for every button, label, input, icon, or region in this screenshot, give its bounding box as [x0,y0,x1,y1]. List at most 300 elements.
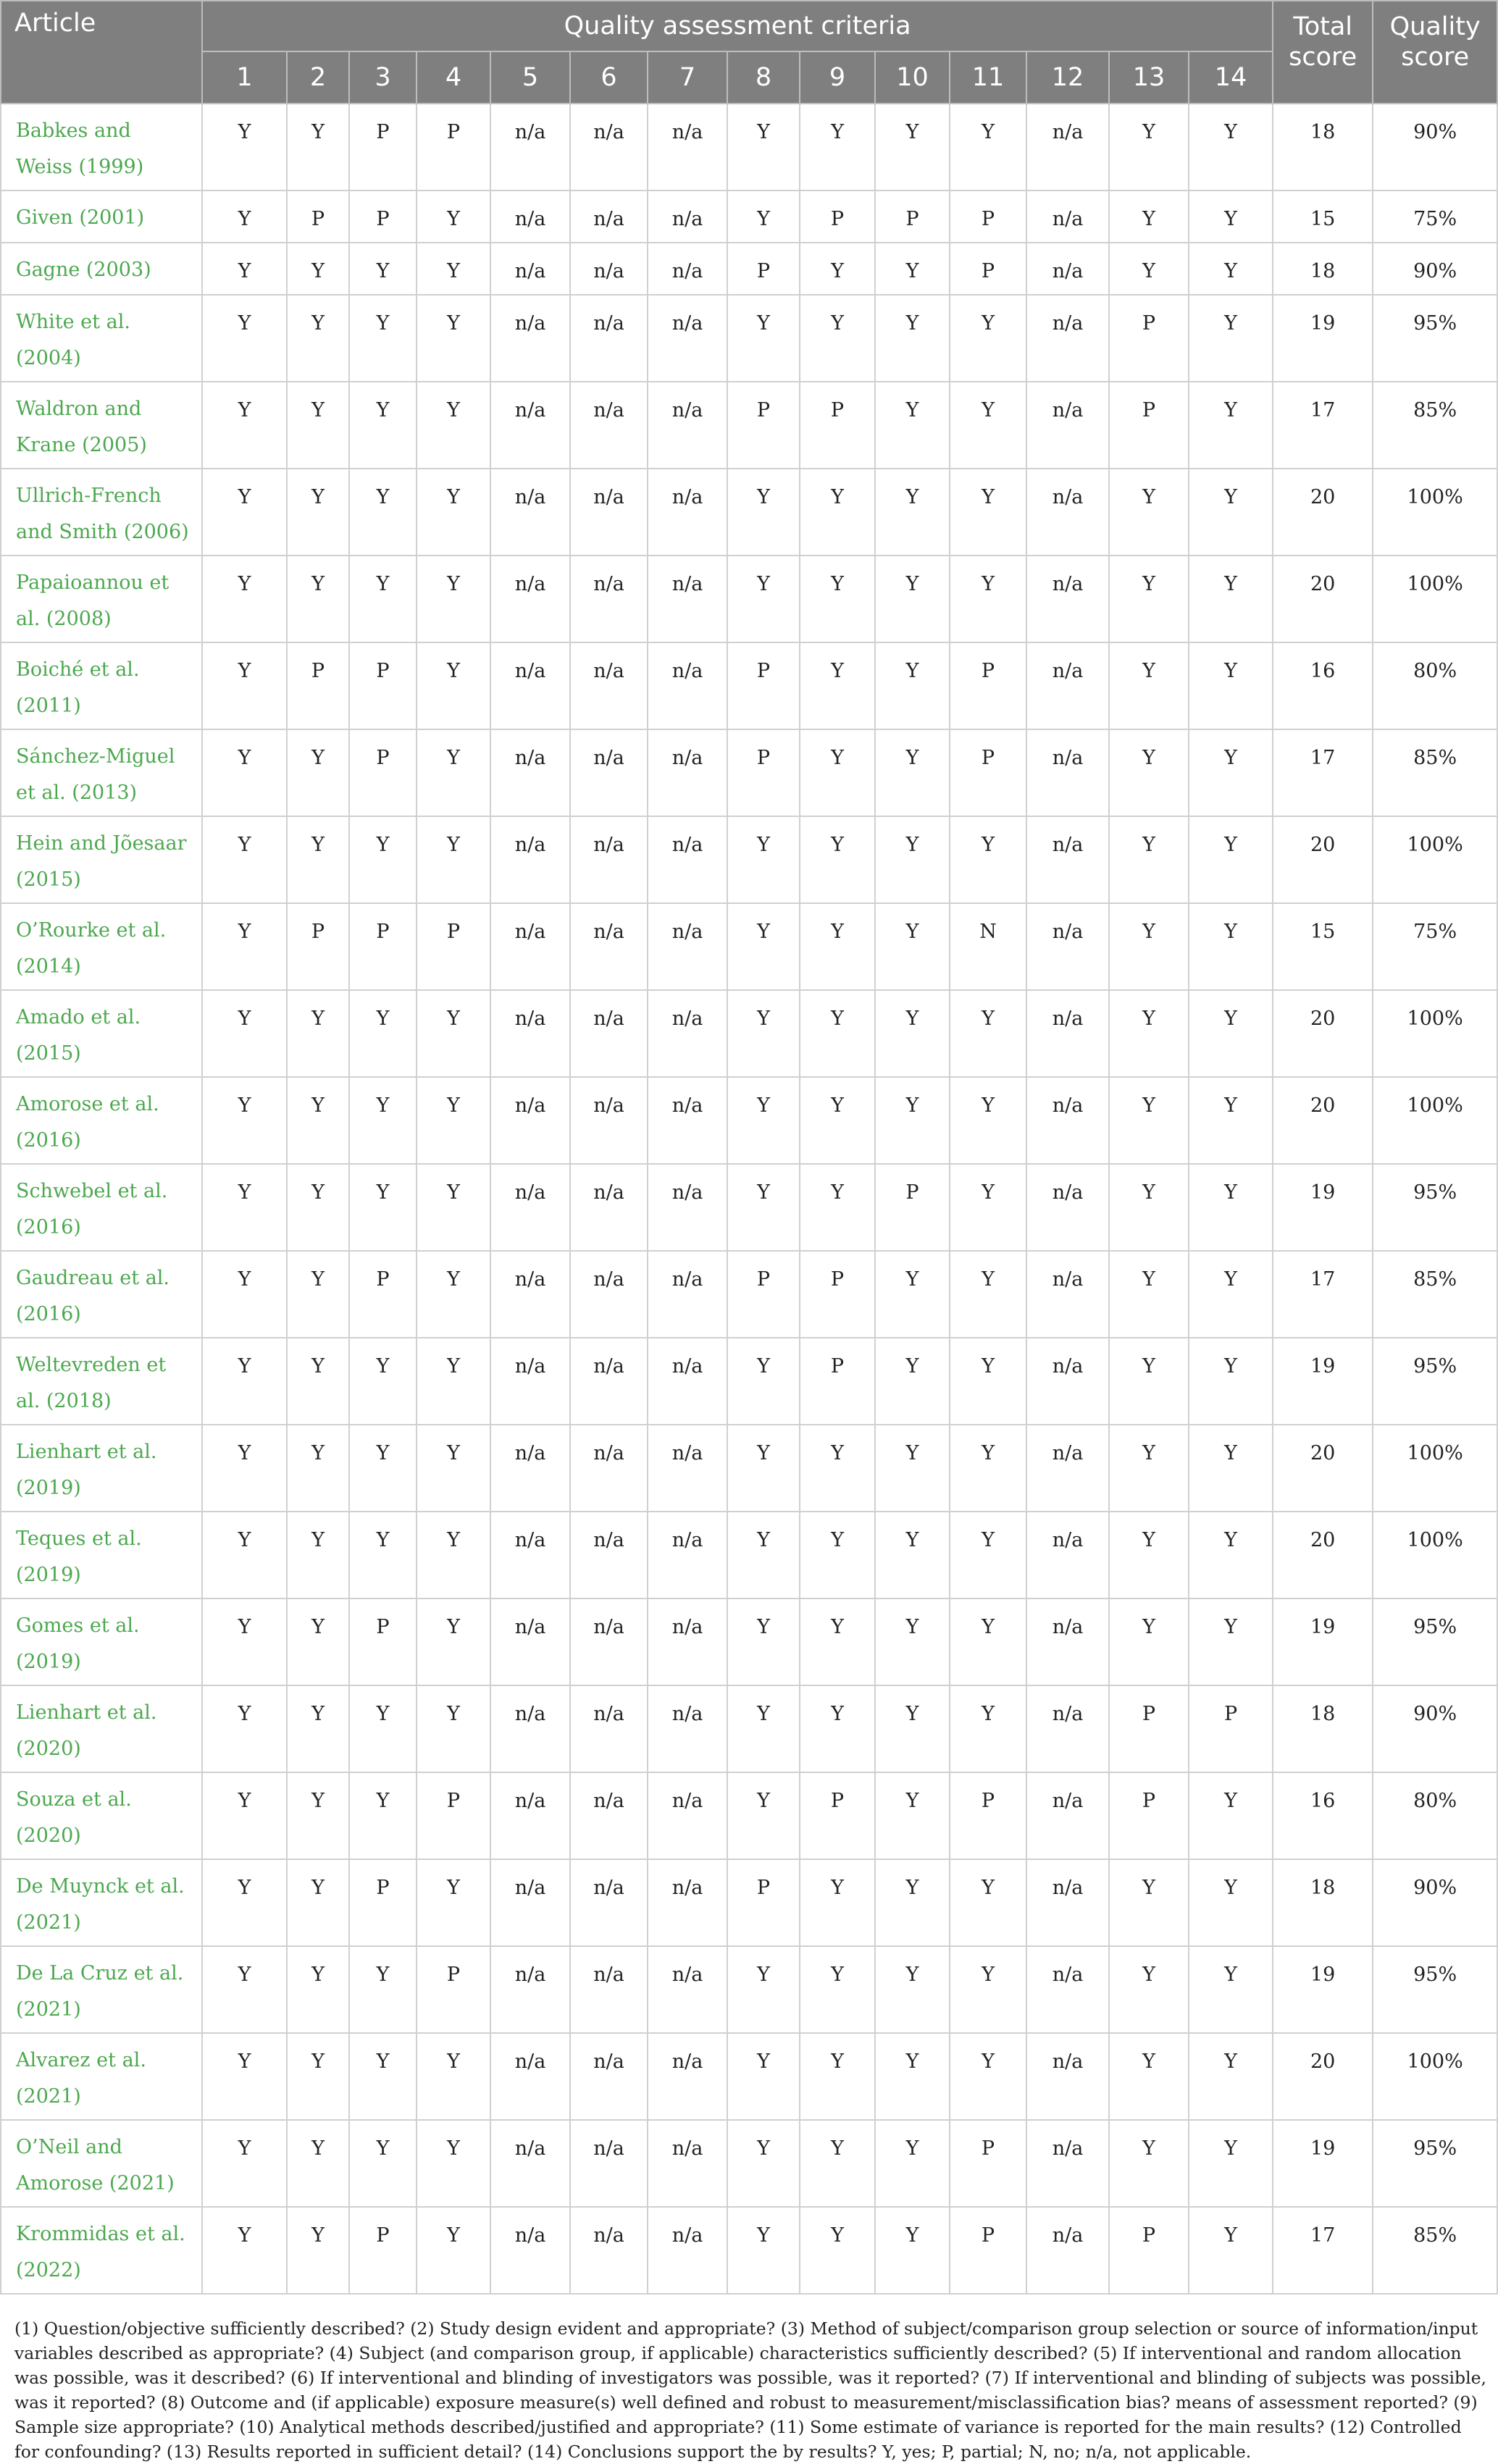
criterion-12-cell: n/a [1026,1512,1109,1598]
quality-score-cell: 85% [1373,1251,1497,1338]
criterion-10-cell: Y [875,1425,950,1512]
criterion-11-cell: Y [950,1512,1026,1598]
criterion-2-cell: Y [287,1164,349,1251]
table-row [1,2033,1497,2120]
criterion-9-cell: Y [800,903,875,990]
criterion-6-cell: n/a [570,243,648,295]
criterion-11-cell: N [950,903,1026,990]
criterion-11-cell: Y [950,469,1026,556]
criterion-3-cell: Y [349,2120,417,2207]
article-citation-link[interactable]: White et al. (2004) [1,295,202,382]
criterion-7-cell: n/a [648,642,727,729]
criterion-6-cell: n/a [570,1598,648,1685]
criterion-14-cell: Y [1189,295,1273,382]
criterion-13-cell: Y [1109,1251,1189,1338]
total-score-cell: 16 [1273,642,1373,729]
criterion-2-cell: Y [287,990,349,1077]
header-article: Article [1,1,202,104]
article-citation-link[interactable]: Weltevreden et al. (2018) [1,1338,202,1425]
criterion-10-cell: Y [875,2207,950,2294]
total-score-cell: 20 [1273,1425,1373,1512]
criterion-2-cell: Y [287,1946,349,2033]
criterion-8-cell: P [727,1859,800,1946]
criterion-7-cell: n/a [648,816,727,903]
criterion-12-cell: n/a [1026,816,1109,903]
quality-score-cell: 100% [1373,1425,1497,1512]
total-score-cell: 20 [1273,816,1373,903]
criterion-13-cell: P [1109,382,1189,469]
article-citation-link[interactable]: Teques et al. (2019) [1,1512,202,1598]
criterion-3-cell: Y [349,816,417,903]
criterion-4-cell: Y [417,729,490,816]
criterion-7-cell: n/a [648,2207,727,2294]
article-citation-link[interactable]: Given (2001) [1,190,202,243]
criterion-6-cell: n/a [570,642,648,729]
criterion-7-cell: n/a [648,1251,727,1338]
article-citation-link[interactable]: Alvarez et al. (2021) [1,2033,202,2120]
criterion-8-cell: Y [727,1685,800,1772]
table-row [1,243,1497,295]
article-citation-link[interactable]: Gagne (2003) [1,243,202,295]
quality-score-cell: 100% [1373,469,1497,556]
criterion-11-cell: Y [950,104,1026,190]
table-row [1,190,1497,243]
header-criterion-1: 1 [202,51,287,104]
quality-score-cell: 85% [1373,729,1497,816]
criterion-3-cell: Y [349,243,417,295]
criterion-3-cell: P [349,1251,417,1338]
criterion-2-cell: Y [287,1772,349,1859]
criterion-11-cell: Y [950,1425,1026,1512]
criterion-12-cell: n/a [1026,1425,1109,1512]
total-score-cell: 19 [1273,2120,1373,2207]
criterion-12-cell: n/a [1026,1164,1109,1251]
table-row [1,642,1497,729]
criterion-1-cell: Y [202,2120,287,2207]
criterion-10-cell: Y [875,295,950,382]
criterion-2-cell: Y [287,1251,349,1338]
criterion-1-cell: Y [202,1598,287,1685]
article-citation-link[interactable]: O’Neil and Amorose (2021) [1,2120,202,2207]
article-citation-link[interactable]: Lienhart et al. (2020) [1,1685,202,1772]
criterion-7-cell: n/a [648,1077,727,1164]
total-score-cell: 18 [1273,243,1373,295]
table-row [1,1164,1497,1251]
criterion-12-cell: n/a [1026,1772,1109,1859]
total-score-cell: 19 [1273,1946,1373,2033]
criterion-9-cell: Y [800,2120,875,2207]
quality-score-cell: 100% [1373,556,1497,642]
criterion-9-cell: Y [800,1598,875,1685]
criterion-3-cell: P [349,1859,417,1946]
header-criterion-9: 9 [800,51,875,104]
criterion-5-cell: n/a [490,469,570,556]
criterion-12-cell: n/a [1026,243,1109,295]
criterion-8-cell: Y [727,104,800,190]
table-row [1,1338,1497,1425]
criterion-9-cell: Y [800,469,875,556]
criterion-5-cell: n/a [490,190,570,243]
criterion-9-cell: Y [800,1425,875,1512]
criterion-4-cell: Y [417,642,490,729]
table-row [1,903,1497,990]
criterion-11-cell: P [950,190,1026,243]
criterion-4-cell: Y [417,243,490,295]
article-citation-link[interactable]: Souza et al. (2020) [1,1772,202,1859]
criterion-13-cell: Y [1109,1946,1189,2033]
criterion-5-cell: n/a [490,104,570,190]
criterion-4-cell: Y [417,1425,490,1512]
criterion-3-cell: Y [349,1772,417,1859]
header-criterion-2: 2 [287,51,349,104]
criterion-1-cell: Y [202,1859,287,1946]
criterion-7-cell: n/a [648,1685,727,1772]
quality-score-cell: 75% [1373,903,1497,990]
criterion-11-cell: Y [950,1251,1026,1338]
criterion-7-cell: n/a [648,469,727,556]
total-score-cell: 17 [1273,729,1373,816]
criterion-6-cell: n/a [570,556,648,642]
header-criterion-14: 14 [1189,51,1273,104]
criterion-9-cell: Y [800,1164,875,1251]
criterion-14-cell: Y [1189,243,1273,295]
criterion-9-cell: Y [800,1512,875,1598]
criterion-1-cell: Y [202,2033,287,2120]
criterion-13-cell: Y [1109,556,1189,642]
header-criterion-10: 10 [875,51,950,104]
criterion-7-cell: n/a [648,2033,727,2120]
criterion-1-cell: Y [202,469,287,556]
criterion-1-cell: Y [202,1338,287,1425]
criterion-2-cell: Y [287,295,349,382]
criterion-13-cell: Y [1109,469,1189,556]
criterion-8-cell: P [727,382,800,469]
criterion-3-cell: Y [349,1077,417,1164]
criterion-2-cell: Y [287,2033,349,2120]
article-citation-link[interactable]: Papaioannou et al. (2008) [1,556,202,642]
header-criteria-group: Quality assessment criteria [202,1,1273,51]
criterion-2-cell: Y [287,243,349,295]
criterion-1-cell: Y [202,243,287,295]
criterion-10-cell: Y [875,556,950,642]
article-citation-link[interactable]: Sánchez-Miguel et al. (2013) [1,729,202,816]
criterion-1-cell: Y [202,104,287,190]
criterion-1-cell: Y [202,2207,287,2294]
criterion-13-cell: P [1109,2207,1189,2294]
criterion-3-cell: Y [349,1425,417,1512]
criterion-6-cell: n/a [570,1425,648,1512]
criterion-5-cell: n/a [490,990,570,1077]
criterion-7-cell: n/a [648,990,727,1077]
criterion-5-cell: n/a [490,1077,570,1164]
criterion-14-cell: Y [1189,1077,1273,1164]
criterion-14-cell: Y [1189,190,1273,243]
criterion-5-cell: n/a [490,382,570,469]
criterion-13-cell: Y [1109,903,1189,990]
criterion-5-cell: n/a [490,2033,570,2120]
criterion-7-cell: n/a [648,2120,727,2207]
criterion-10-cell: Y [875,1685,950,1772]
criterion-10-cell: Y [875,642,950,729]
criterion-2-cell: Y [287,1598,349,1685]
criterion-14-cell: Y [1189,903,1273,990]
quality-score-cell: 85% [1373,382,1497,469]
criterion-4-cell: Y [417,190,490,243]
criterion-5-cell: n/a [490,295,570,382]
criterion-8-cell: P [727,1251,800,1338]
header-criterion-12: 12 [1026,51,1109,104]
criterion-9-cell: Y [800,243,875,295]
criterion-3-cell: P [349,903,417,990]
criterion-10-cell: P [875,190,950,243]
criterion-13-cell: Y [1109,1338,1189,1425]
criterion-7-cell: n/a [648,1512,727,1598]
criterion-2-cell: Y [287,1425,349,1512]
table-row [1,469,1497,556]
criterion-3-cell: Y [349,295,417,382]
criterion-14-cell: Y [1189,1338,1273,1425]
criterion-12-cell: n/a [1026,382,1109,469]
article-citation-link[interactable]: De La Cruz et al. (2021) [1,1946,202,2033]
criterion-4-cell: Y [417,556,490,642]
article-citation-link[interactable]: Krommidas et al. (2022) [1,2207,202,2294]
criterion-5-cell: n/a [490,1251,570,1338]
criterion-11-cell: Y [950,816,1026,903]
criterion-6-cell: n/a [570,1077,648,1164]
criterion-5-cell: n/a [490,243,570,295]
criterion-2-cell: Y [287,816,349,903]
quality-score-cell: 85% [1373,2207,1497,2294]
criterion-9-cell: Y [800,2033,875,2120]
header-criterion-3: 3 [349,51,417,104]
total-score-cell: 18 [1273,104,1373,190]
criterion-1-cell: Y [202,816,287,903]
criterion-7-cell: n/a [648,1772,727,1859]
criterion-12-cell: n/a [1026,1946,1109,2033]
criterion-14-cell: Y [1189,2207,1273,2294]
criterion-2-cell: Y [287,469,349,556]
criterion-9-cell: Y [800,2207,875,2294]
criterion-6-cell: n/a [570,1251,648,1338]
article-citation-link[interactable]: Schwebel et al. (2016) [1,1164,202,1251]
criterion-1-cell: Y [202,556,287,642]
criterion-6-cell: n/a [570,382,648,469]
criterion-10-cell: Y [875,469,950,556]
criterion-12-cell: n/a [1026,104,1109,190]
criterion-3-cell: P [349,729,417,816]
criterion-4-cell: P [417,1772,490,1859]
criterion-9-cell: P [800,1772,875,1859]
header-criterion-7: 7 [648,51,727,104]
criterion-11-cell: P [950,243,1026,295]
criterion-8-cell: Y [727,1512,800,1598]
criterion-14-cell: Y [1189,382,1273,469]
criterion-9-cell: Y [800,1685,875,1772]
total-score-cell: 18 [1273,1685,1373,1772]
criterion-10-cell: Y [875,729,950,816]
criterion-14-cell: Y [1189,2120,1273,2207]
criterion-8-cell: Y [727,2120,800,2207]
criterion-12-cell: n/a [1026,556,1109,642]
criterion-13-cell: Y [1109,2033,1189,2120]
header-quality-score: Quality score [1373,1,1497,104]
criterion-11-cell: P [950,2120,1026,2207]
article-citation-link[interactable]: Boiché et al. (2011) [1,642,202,729]
criterion-7-cell: n/a [648,729,727,816]
criterion-1-cell: Y [202,1946,287,2033]
criterion-12-cell: n/a [1026,2207,1109,2294]
table-row [1,1772,1497,1859]
total-score-cell: 17 [1273,382,1373,469]
criterion-1-cell: Y [202,1512,287,1598]
criterion-14-cell: Y [1189,1598,1273,1685]
criterion-12-cell: n/a [1026,903,1109,990]
table-row [1,1946,1497,2033]
criterion-8-cell: Y [727,2033,800,2120]
criterion-6-cell: n/a [570,1512,648,1598]
criterion-11-cell: Y [950,1946,1026,2033]
criterion-11-cell: Y [950,990,1026,1077]
article-citation-link[interactable]: De Muynck et al. (2021) [1,1859,202,1946]
article-citation-link[interactable]: Babkes and Weiss (1999) [1,104,202,190]
criterion-13-cell: Y [1109,1859,1189,1946]
criterion-6-cell: n/a [570,903,648,990]
criterion-4-cell: Y [417,2033,490,2120]
criterion-7-cell: n/a [648,1859,727,1946]
total-score-cell: 19 [1273,1598,1373,1685]
header-criterion-6: 6 [570,51,648,104]
criterion-2-cell: Y [287,382,349,469]
criterion-12-cell: n/a [1026,469,1109,556]
criterion-13-cell: Y [1109,190,1189,243]
criterion-10-cell: Y [875,1077,950,1164]
criterion-13-cell: Y [1109,243,1189,295]
criterion-2-cell: P [287,190,349,243]
article-citation-link[interactable]: Amado et al. (2015) [1,990,202,1077]
table-row [1,1077,1497,1164]
criterion-3-cell: P [349,642,417,729]
total-score-cell: 15 [1273,190,1373,243]
criterion-4-cell: P [417,903,490,990]
criterion-10-cell: Y [875,990,950,1077]
criterion-9-cell: Y [800,1859,875,1946]
table-footnote: (1) Question/objective sufficiently described? (2) Study design evident and appropriate? (3) Method of subject/comparison group selection or source of information/input variables described as appropriate? (4) Subject (and comparison group, if applicable) characteristics sufficiently described? (5) If interventional and random allocation was possible, was it described? (6) If interventional and blinding of investigators was possible, was it reported? (7) If interventional and blinding of subjects was possible, was it reported? (8) Outcome and (if applicable) exposure measure(s) well defined and robust to measurement/misclassification bias? means of assessment reported? (9) Sample size appropriate? (10) Analytical methods described/justified and appropriate? (11) Some estimate of variance is reported for the main results? (12) Controlled for confounding? (13) Results reported in sufficient detail? (14) Conclusions support the by results? Y, yes; P, partial; N, no; n/a, not applicable. [14,2318,1486,2462]
criterion-3-cell: Y [349,1946,417,2033]
article-citation-link[interactable]: Hein and Jõesaar (2015) [1,816,202,903]
total-score-cell: 20 [1273,990,1373,1077]
article-citation-link[interactable]: Gomes et al. (2019) [1,1598,202,1685]
criterion-1-cell: Y [202,990,287,1077]
criterion-5-cell: n/a [490,2120,570,2207]
criterion-5-cell: n/a [490,729,570,816]
criterion-8-cell: Y [727,2207,800,2294]
criterion-3-cell: Y [349,556,417,642]
criterion-9-cell: Y [800,816,875,903]
criterion-13-cell: Y [1109,642,1189,729]
criterion-2-cell: Y [287,729,349,816]
criterion-14-cell: Y [1189,990,1273,1077]
criterion-12-cell: n/a [1026,642,1109,729]
quality-score-cell: 90% [1373,104,1497,190]
quality-score-cell: 100% [1373,816,1497,903]
criterion-14-cell: Y [1189,1859,1273,1946]
criterion-14-cell: Y [1189,556,1273,642]
article-citation-link[interactable]: Gaudreau et al. (2016) [1,1251,202,1338]
criterion-1-cell: Y [202,1251,287,1338]
criterion-3-cell: Y [349,990,417,1077]
criterion-4-cell: Y [417,382,490,469]
table-header [1,1,1497,104]
header-criterion-11: 11 [950,51,1026,104]
criterion-13-cell: Y [1109,1512,1189,1598]
criterion-8-cell: Y [727,903,800,990]
criterion-3-cell: Y [349,469,417,556]
quality-score-cell: 95% [1373,1598,1497,1685]
criterion-12-cell: n/a [1026,1077,1109,1164]
criterion-2-cell: Y [287,2120,349,2207]
article-citation-link[interactable]: Ullrich-French and Smith (2006) [1,469,202,556]
criterion-12-cell: n/a [1026,1598,1109,1685]
criterion-6-cell: n/a [570,295,648,382]
criterion-8-cell: Y [727,295,800,382]
criterion-10-cell: Y [875,382,950,469]
criterion-12-cell: n/a [1026,1859,1109,1946]
criterion-8-cell: Y [727,190,800,243]
table-row [1,382,1497,469]
quality-score-cell: 95% [1373,1946,1497,2033]
criterion-11-cell: P [950,1772,1026,1859]
criterion-11-cell: Y [950,382,1026,469]
criterion-4-cell: Y [417,469,490,556]
criterion-8-cell: Y [727,1164,800,1251]
criterion-13-cell: Y [1109,816,1189,903]
criterion-4-cell: Y [417,1164,490,1251]
criterion-8-cell: Y [727,1077,800,1164]
criterion-2-cell: Y [287,1512,349,1598]
table-row [1,816,1497,903]
criterion-8-cell: Y [727,1425,800,1512]
article-citation-link[interactable]: Waldron and Krane (2005) [1,382,202,469]
criterion-14-cell: Y [1189,816,1273,903]
criterion-9-cell: Y [800,642,875,729]
article-citation-link[interactable]: O’Rourke et al. (2014) [1,903,202,990]
criterion-10-cell: Y [875,1512,950,1598]
criterion-11-cell: Y [950,2033,1026,2120]
quality-score-cell: 100% [1373,990,1497,1077]
criterion-5-cell: n/a [490,556,570,642]
article-citation-link[interactable]: Amorose et al. (2016) [1,1077,202,1164]
criterion-14-cell: Y [1189,1251,1273,1338]
criterion-3-cell: Y [349,382,417,469]
table-row [1,1598,1497,1685]
criterion-14-cell: Y [1189,469,1273,556]
quality-score-cell: 100% [1373,2033,1497,2120]
criterion-9-cell: Y [800,990,875,1077]
criterion-9-cell: Y [800,556,875,642]
total-score-cell: 20 [1273,1077,1373,1164]
criterion-13-cell: Y [1109,990,1189,1077]
criterion-8-cell: Y [727,1772,800,1859]
criterion-10-cell: Y [875,1598,950,1685]
total-score-cell: 20 [1273,2033,1373,2120]
article-citation-link[interactable]: Lienhart et al. (2019) [1,1425,202,1512]
criterion-5-cell: n/a [490,1512,570,1598]
criterion-9-cell: P [800,1251,875,1338]
criterion-7-cell: n/a [648,903,727,990]
criterion-3-cell: P [349,2207,417,2294]
criterion-14-cell: Y [1189,1512,1273,1598]
criterion-5-cell: n/a [490,1425,570,1512]
